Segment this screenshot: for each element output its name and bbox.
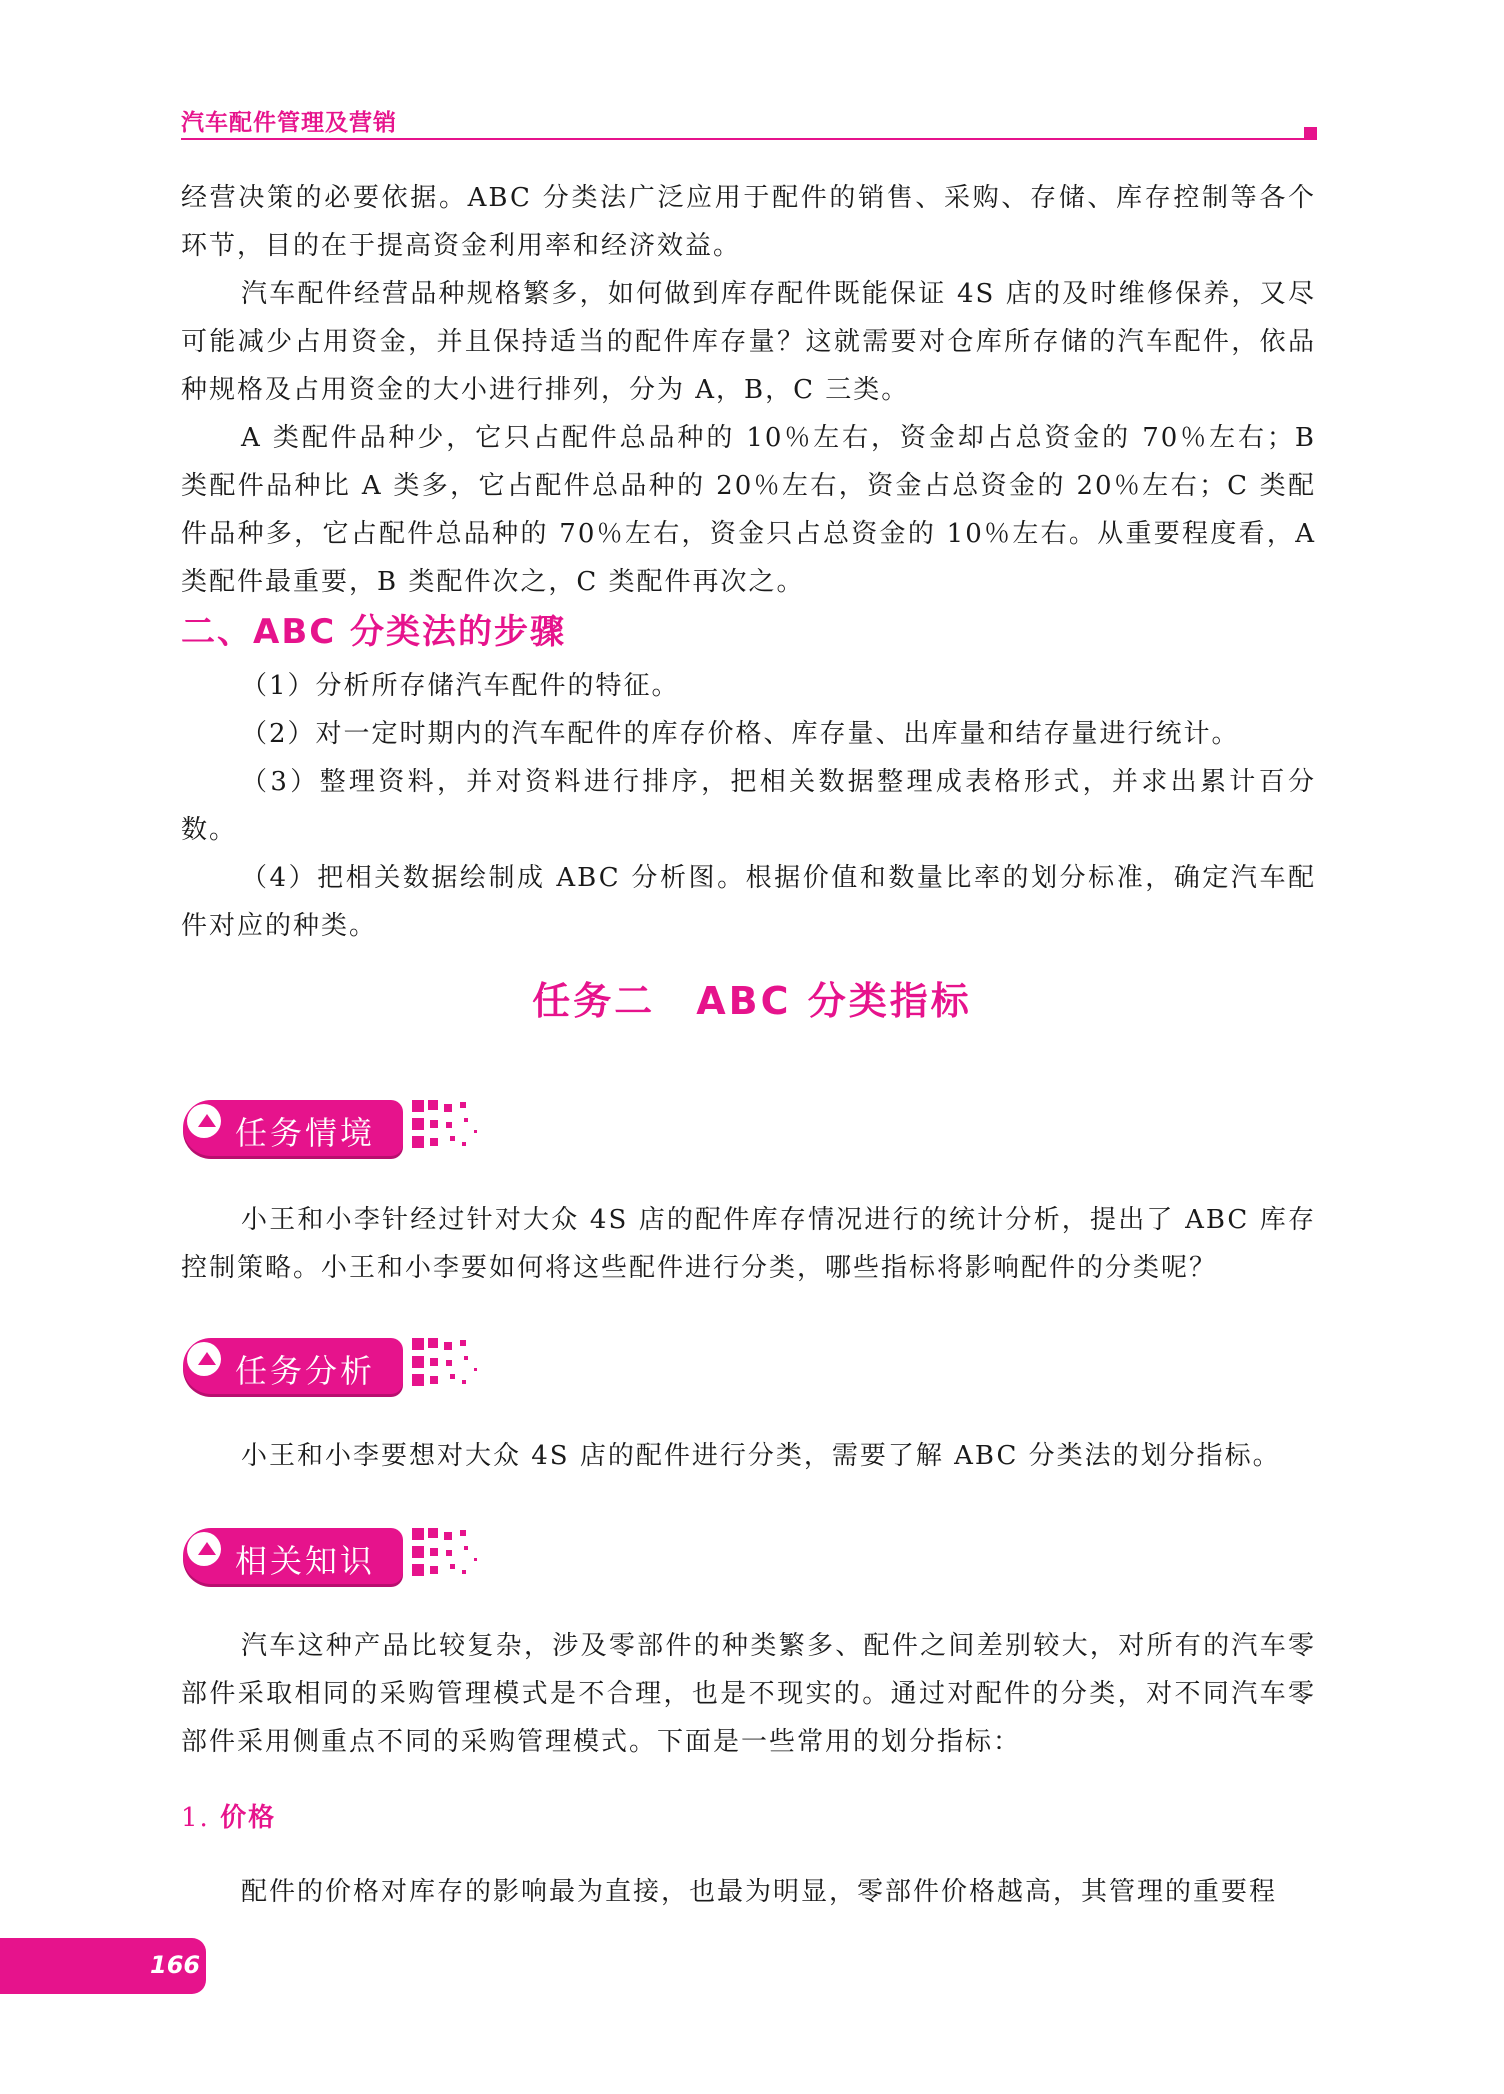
pixel-dot — [464, 1356, 468, 1360]
pixel-dot — [412, 1356, 424, 1368]
pixel-dot — [474, 1368, 477, 1371]
pixel-dot — [446, 1360, 452, 1366]
pixel-dot — [444, 1104, 452, 1112]
running-header: 汽车配件管理及营销 — [181, 110, 397, 136]
badge-label: 相关知识 — [235, 1542, 376, 1580]
pixel-dot — [462, 1142, 466, 1146]
pixel-dot — [462, 1380, 466, 1384]
pixel-dot — [460, 1340, 466, 1346]
paragraph-abc-usage: 经营决策的必要依据。ABC 分类法广泛应用于配件的销售、采购、存储、库存控制等各个环节，目的在于提高资金利用率和经济效益。 — [181, 183, 1316, 261]
pixel-dots-decoration — [412, 1528, 492, 1584]
situation-paragraph: 小王和小李针经过针对大众 4S 店的配件库存情况进行的统计分析，提出了 ABC 库存控制策略。小王和小李要如何将这些配件进行分类，哪些指标将影响配件的分类呢？ — [181, 1205, 1316, 1283]
pixel-dot — [430, 1358, 438, 1366]
badge-label: 任务分析 — [235, 1352, 376, 1390]
pixel-dot — [430, 1376, 438, 1384]
knowledge-paragraph: 汽车这种产品比较复杂，涉及零部件的种类繁多、配件之间差别较大，对所有的汽车零部件采取相同的采购管理模式是不合理，也是不现实的。通过对配件的分类，对不同汽车零部件采用侧重点不同的采购管理模式。下面是一些常用的划分指标： — [181, 1631, 1316, 1757]
pixel-dot — [464, 1118, 468, 1122]
pixel-dot — [474, 1558, 477, 1561]
pixel-dot — [412, 1546, 424, 1558]
pixel-dot — [460, 1530, 466, 1536]
pixel-dot — [412, 1100, 424, 1112]
header-square-marker — [1304, 127, 1317, 140]
triangle-up-icon — [198, 1114, 216, 1127]
pixel-dot — [446, 1550, 452, 1556]
pixel-dot — [412, 1118, 424, 1130]
triangle-up-icon — [198, 1542, 216, 1555]
pixel-dot — [450, 1374, 455, 1379]
paragraph-inventory: 汽车配件经营品种规格繁多，如何做到库存配件既能保证 4S 店的及时维修保养，又尽可能减少占用资金，并且保持适当的配件库存量？这就需要对仓库所存储的汽车配件，依品种规格及占用资金的大小进行排列，分为 A，B，C 三类。 — [181, 279, 1316, 405]
pixel-dot — [412, 1338, 424, 1350]
pixel-dot — [460, 1102, 466, 1108]
pixel-dot — [430, 1566, 438, 1574]
pixel-dot — [462, 1570, 466, 1574]
price-paragraph: 配件的价格对库存的影响最为直接，也最为明显，零部件价格越高，其管理的重要程 — [241, 1877, 1278, 1907]
pixel-dot — [412, 1564, 424, 1576]
pixel-dots-decoration — [412, 1338, 492, 1394]
pixel-dot — [428, 1100, 438, 1110]
triangle-up-icon — [198, 1352, 216, 1365]
pixel-dot — [430, 1548, 438, 1556]
section-heading-abc-steps: 二、ABC 分类法的步骤 — [181, 612, 567, 652]
pixel-dot — [428, 1338, 438, 1348]
subheading-price — [181, 1797, 276, 1834]
pixel-dot — [412, 1136, 424, 1148]
badge-circle — [187, 1104, 221, 1138]
step-item-3: （3）整理资料，并对资料进行排序，把相关数据整理成表格形式，并求出累计百分数。 — [181, 767, 1316, 845]
pixel-dot — [444, 1342, 452, 1350]
badge-task-analysis — [183, 1338, 403, 1394]
task-title: 任务二 ABC 分类指标 — [532, 979, 972, 1023]
analysis-paragraph: 小王和小李要想对大众 4S 店的配件进行分类，需要了解 ABC 分类法的划分指标。 — [241, 1441, 1281, 1471]
subheading-label: 价格 — [220, 1803, 277, 1833]
page-number: 166 — [150, 1951, 201, 1979]
pixel-dot — [412, 1374, 424, 1386]
header-rule — [181, 138, 1316, 140]
badge-label: 任务情境 — [235, 1114, 376, 1152]
pixel-dot — [444, 1532, 452, 1540]
step-item-1: （1）分析所存储汽车配件的特征。 — [241, 671, 680, 701]
badge-related-knowledge — [183, 1528, 403, 1584]
subheading-number: 1. — [181, 1803, 210, 1833]
pixel-dot — [474, 1130, 477, 1133]
pixel-dot — [428, 1528, 438, 1538]
pixel-dot — [430, 1120, 438, 1128]
badge-circle — [187, 1342, 221, 1376]
pixel-dot — [446, 1122, 452, 1128]
pixel-dot — [430, 1138, 438, 1146]
paragraph-abc-ratios: A 类配件品种少，它只占配件总品种的 10％左右，资金却占总资金的 70％左右；B 类配件品种比 A 类多，它占配件总品种的 20％左右，资金占总资金的 20％左右；C 类配件品种多，它占配件总品种的 70％左右，资金只占总资金的 10％左右。从重要程度看，A 类配件最重要，B 类配件次之，C 类配件再次之。 — [181, 423, 1316, 597]
pixel-dot — [450, 1564, 455, 1569]
pixel-dots-decoration — [412, 1100, 492, 1156]
step-item-2: （2）对一定时期内的汽车配件的库存价格、库存量、出库量和结存量进行统计。 — [241, 719, 1240, 749]
page-number-tab — [0, 1938, 206, 1994]
pixel-dot — [412, 1528, 424, 1540]
step-item-4: （4）把相关数据绘制成 ABC 分析图。根据价值和数量比率的划分标准，确定汽车配件对应的种类。 — [181, 863, 1316, 941]
pixel-dot — [450, 1136, 455, 1141]
pixel-dot — [464, 1546, 468, 1550]
badge-task-situation — [183, 1100, 403, 1156]
badge-circle — [187, 1532, 221, 1566]
